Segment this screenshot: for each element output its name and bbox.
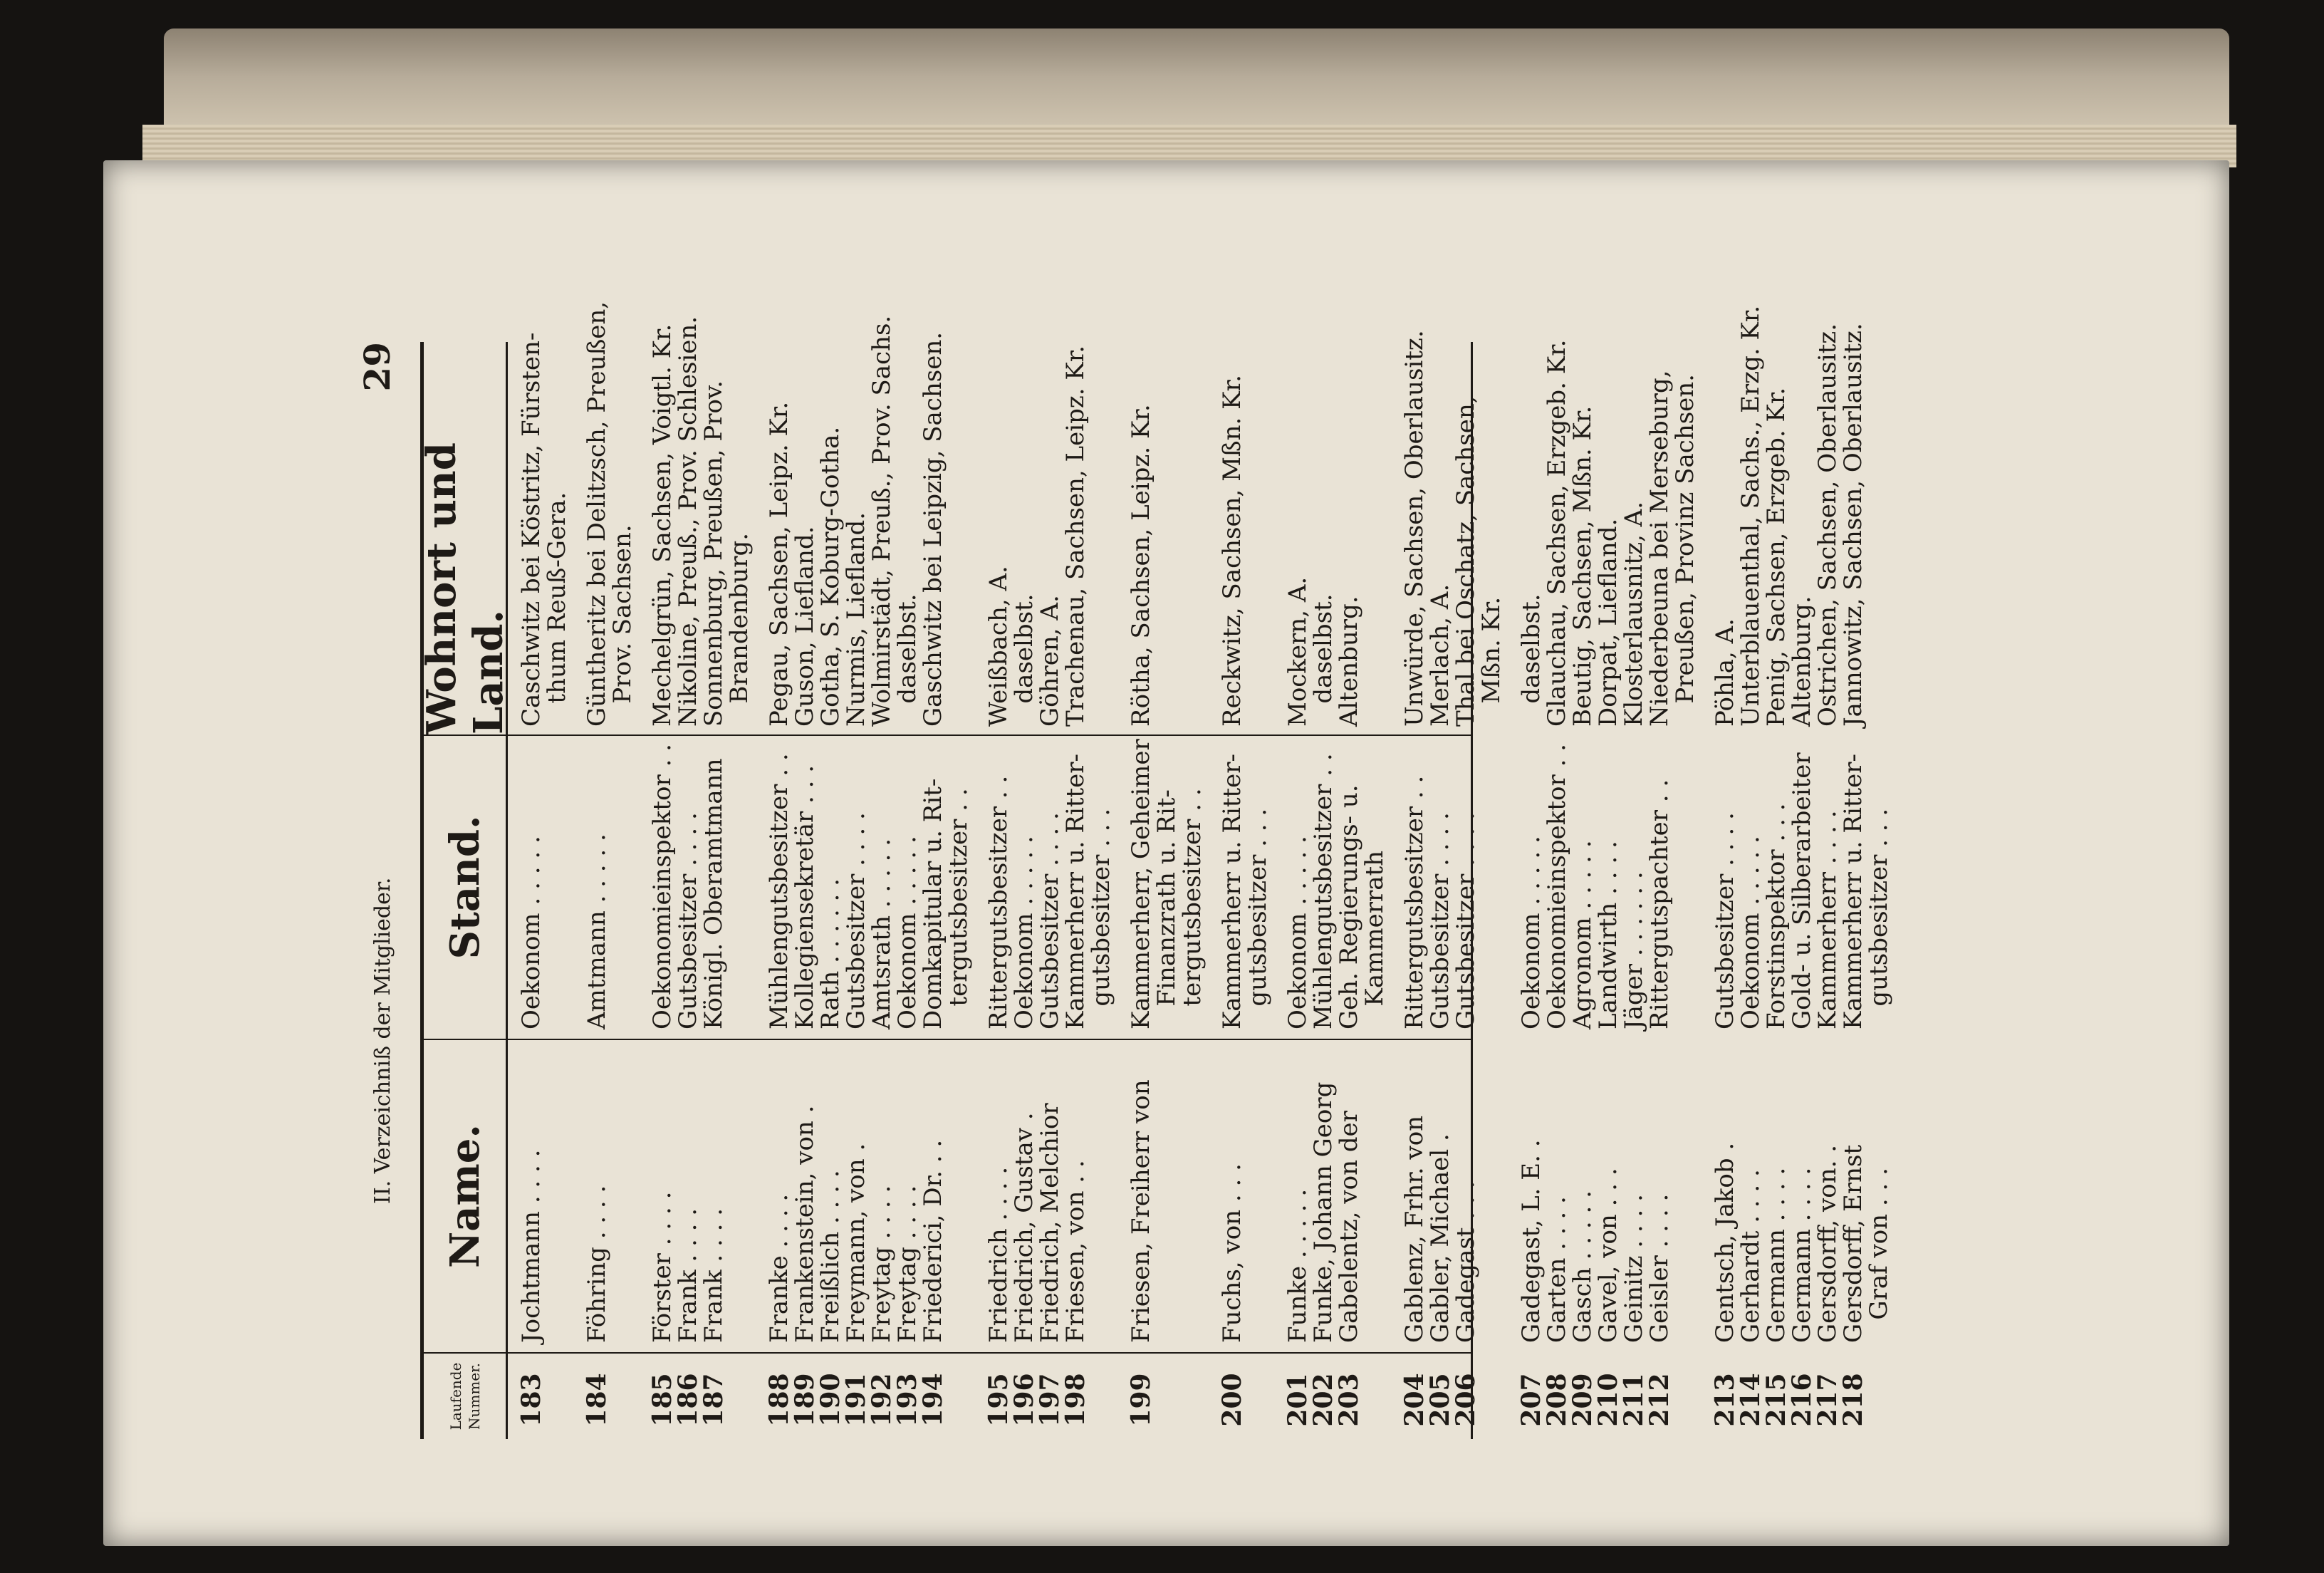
entry-wohnort: Thal bei Oschatz, Sachsen, Mßn. Kr. <box>1452 395 1506 727</box>
entry-wohnort: Niederbeuna bei Merseburg, Preußen, Provinz Sachsen. <box>1645 370 1699 727</box>
entry-stand: Gutsbesitzer . . . . <box>1711 812 1739 1029</box>
table-row <box>1427 342 1453 1439</box>
table-row <box>792 342 818 1439</box>
entry-stand: Oekonom . . . . . <box>1283 836 1312 1029</box>
entry-name: Gentsch, Jakob . <box>1711 1142 1739 1343</box>
entry-name: Gersdorff, Ernst Graf von . . . <box>1839 1144 1893 1343</box>
entry-stand: Oekonom . . . . . <box>1010 836 1038 1029</box>
entry-number: 203 <box>1334 1373 1364 1427</box>
entry-stand: Kammerherr . . . . <box>1813 810 1842 1029</box>
entry-name: Freytag . . . . <box>867 1185 896 1343</box>
entry-stand: Geh. Regierungs- u. Kammerrath <box>1335 784 1389 1029</box>
table-row <box>1453 342 1504 1439</box>
entry-wohnort: Merlach, A. <box>1426 583 1454 727</box>
entry-stand: Agronom . . . . . <box>1568 840 1597 1029</box>
entry-number: 204 <box>1400 1373 1429 1427</box>
entry-name: Friedrich, Gustav . <box>1010 1112 1038 1343</box>
entry-number: 187 <box>699 1373 729 1427</box>
entry-name: Gasch . . . . . <box>1568 1190 1597 1343</box>
entry-name: Frank . . . . <box>674 1208 702 1343</box>
entry-name: Funke, Johann Georg <box>1309 1081 1338 1343</box>
table-row <box>867 315 897 1439</box>
entry-number: 195 <box>984 1373 1014 1427</box>
entry-stand: Amtsrath . . . . . <box>867 838 896 1029</box>
table-row <box>1789 342 1815 1439</box>
entry-number: 186 <box>673 1373 703 1427</box>
entry-stand: Oekonomieinspektor . . <box>648 744 677 1029</box>
entry-name: Friedrich . . . . <box>984 1166 1013 1343</box>
table-row <box>1647 342 1698 1439</box>
entry-wohnort: daselbst. <box>1309 593 1338 727</box>
entry-wohnort: Trachenau, Sachsen, Leipz. Kr. <box>1061 345 1090 727</box>
entry-wohnort: Nurmis, Liefland. <box>842 512 870 727</box>
table-row <box>1568 342 1598 1439</box>
entry-number: 208 <box>1542 1373 1572 1427</box>
entry-name: Friederici, Dr. . . <box>919 1139 947 1343</box>
entry-name: Föhring . . . . <box>583 1185 611 1343</box>
entry-wohnort: Reckwitz, Sachsen, Mßn. Kr. <box>1218 375 1246 727</box>
entry-wohnort: Pöhla, A. <box>1711 618 1739 727</box>
entry-number: 210 <box>1593 1373 1623 1427</box>
entry-wohnort: Penig, Sachsen, Erzgeb. Kr. <box>1762 387 1791 727</box>
entry-number: 200 <box>1217 1373 1247 1427</box>
entry-stand: Forstinspektor . . . <box>1762 803 1791 1029</box>
entry-stand: Gutsbesitzer . . . . <box>842 812 870 1029</box>
entry-name: Frankenstein, von . <box>791 1105 819 1343</box>
entry-stand: Oekonomieinspektor . . <box>1543 744 1571 1029</box>
entry-number: 197 <box>1035 1373 1065 1427</box>
entry-wohnort: Gaschwitz bei Leipzig, Sachsen. <box>919 331 947 727</box>
entry-wohnort: Unwürde, Sachsen, Oberlausitz. <box>1400 330 1429 727</box>
entry-wohnort: Jannowitz, Sachsen, Oberlausitz. <box>1839 323 1867 727</box>
table-row <box>582 301 637 1439</box>
entry-wohnort: daselbst. <box>1517 593 1546 727</box>
entry-stand: Jäger . . . . . . <box>1620 871 1648 1029</box>
entry-name: Funke . . . . . <box>1283 1188 1312 1343</box>
entry-wohnort: daselbst. <box>1010 593 1038 727</box>
page-header <box>328 342 413 1439</box>
entry-name: Garten . . . . <box>1543 1196 1571 1343</box>
entry-name: Germann . . . . <box>1762 1167 1791 1343</box>
table-row <box>701 342 752 1439</box>
column-header-wohnort: Wohnort und Land. <box>424 342 508 734</box>
entry-name: Gabelentz, von der <box>1335 1111 1363 1343</box>
entry-number: 202 <box>1308 1373 1338 1427</box>
table-row <box>1838 323 1893 1439</box>
table-rows <box>513 301 1893 1439</box>
entry-number: 206 <box>1451 1373 1481 1427</box>
entry-number: 188 <box>764 1373 794 1427</box>
entry-name: Gersdorff, von. . <box>1813 1144 1842 1343</box>
entry-wohnort: Caschwitz bei Köstritz, Fürsten- thum Reuß-Gera. <box>517 332 571 727</box>
entry-name: Jochtmann . . . . <box>517 1149 546 1343</box>
entry-number: 201 <box>1283 1373 1313 1427</box>
table-row <box>1595 342 1621 1439</box>
entry-name: Förster . . . . <box>648 1191 677 1343</box>
entry-number: 215 <box>1761 1373 1791 1427</box>
entry-number: 217 <box>1813 1373 1843 1427</box>
entry-name: Gadegast, L. E. . <box>1517 1139 1546 1343</box>
entry-name: Gablenz, Frhr. von <box>1400 1115 1429 1343</box>
entry-stand: Oekonom . . . . . <box>1517 836 1546 1029</box>
entry-stand: Domkapitular u. Rit- tergutsbesitzer . . <box>919 778 973 1029</box>
entry-wohnort: Sonnenburg, Preußen, Prov. Brandenburg. <box>699 380 754 727</box>
entry-number: 207 <box>1516 1373 1546 1427</box>
entry-wohnort: Guson, Liefland. <box>791 526 819 727</box>
table-row <box>1310 342 1336 1439</box>
member-table <box>417 301 1893 1439</box>
table-row <box>892 342 922 1439</box>
column-header-stand: Stand. <box>424 736 508 1039</box>
page-number: 29 <box>356 342 398 392</box>
entry-number: 214 <box>1736 1373 1766 1427</box>
entry-number: 190 <box>816 1373 845 1427</box>
table-row <box>1037 342 1063 1439</box>
entry-wohnort: Weißbach, A. <box>984 566 1013 727</box>
entry-stand: Gutsbesitzer . . . . <box>1036 812 1064 1029</box>
entry-number: 209 <box>1568 1373 1598 1427</box>
entry-stand: Rittergutsbesitzer . . <box>1400 775 1429 1029</box>
entry-number: 193 <box>892 1373 922 1427</box>
table-row <box>647 323 677 1439</box>
entry-number: 216 <box>1787 1373 1817 1427</box>
table-row <box>766 342 792 1439</box>
entry-wohnort: Mockern, A. <box>1283 576 1312 727</box>
entry-stand: Kammerherr u. Ritter- gutsbesitzer . . . <box>1218 753 1272 1029</box>
entry-name: Friedrich, Melchior <box>1036 1103 1064 1343</box>
entry-wohnort: Klosterlausnitz, A. <box>1620 501 1648 727</box>
table-row <box>918 331 973 1439</box>
entry-wohnort: Göhren, A. <box>1036 595 1064 727</box>
entry-wohnort: Glauchau, Sachsen, Erzgeb. Kr. <box>1543 339 1571 727</box>
entry-wohnort: Dorpat, Liefland. <box>1594 518 1622 727</box>
running-title: II. Verzeichniß der Mitglieder. <box>370 877 395 1204</box>
table-row <box>818 342 843 1439</box>
entry-stand: Rittergutspachter . . <box>1645 779 1674 1029</box>
entry-number: 196 <box>1009 1373 1039 1427</box>
entry-number: 213 <box>1710 1373 1740 1427</box>
entry-wohnort: Nikoline, Preuß., Prov. Schlesien. <box>674 316 702 727</box>
table-row <box>1063 342 1114 1439</box>
column-header-name: Name. <box>424 1040 508 1352</box>
entry-wohnort: Gotha, S. Koburg-Gotha. <box>816 426 845 727</box>
entry-wohnort: Ostrichen, Sachsen, Oberlausitz. <box>1813 323 1842 727</box>
entry-name: Gavel, von . . . <box>1594 1168 1622 1343</box>
table-row <box>1813 323 1843 1439</box>
table-row <box>1712 342 1738 1439</box>
table-row <box>516 332 571 1439</box>
entry-stand: Oekonom . . . . . <box>517 836 546 1029</box>
table-row <box>1518 342 1544 1439</box>
entry-stand: Amtmann . . . . . <box>583 834 611 1029</box>
entry-number: 194 <box>918 1373 948 1427</box>
table-row <box>984 342 1014 1439</box>
entry-number: 212 <box>1645 1373 1674 1427</box>
entry-wohnort: Beutig, Sachsen, Mßn. Kr. <box>1568 405 1597 727</box>
entry-name: Freißlich . . . . <box>816 1170 845 1343</box>
table-row <box>1400 330 1429 1439</box>
entry-name: Friesen, Freiherr von <box>1127 1079 1155 1343</box>
entry-stand: Rittergutsbesitzer . . <box>984 775 1013 1029</box>
entry-name: Friesen, von . . <box>1061 1160 1090 1343</box>
entry-stand: Landwirth . . . . <box>1594 841 1622 1029</box>
entry-name: Freytag . . . . <box>893 1185 922 1343</box>
entry-stand: Gold- u. Silberarbeiter <box>1788 752 1816 1029</box>
table-row <box>843 342 869 1439</box>
entry-name: Gadegast . . . <box>1452 1180 1480 1343</box>
table-row <box>1011 342 1037 1439</box>
table-row <box>1283 342 1313 1439</box>
entry-wohnort: Güntheritz bei Delitzsch, Preußen, Prov. Sachsen. <box>583 301 637 727</box>
entry-stand: Kollegiensekretär . . . <box>791 764 819 1029</box>
entry-name: Gerhardt . . . . <box>1736 1169 1765 1343</box>
entry-number: 189 <box>790 1373 820 1427</box>
entry-number: 211 <box>1619 1373 1649 1427</box>
entry-number: 198 <box>1061 1373 1090 1427</box>
entry-wohnort: Altenburg. <box>1788 596 1816 727</box>
entry-stand: Gutsbesitzer . . . . <box>1452 812 1480 1029</box>
table-row <box>1336 342 1387 1439</box>
entry-number: 192 <box>867 1373 897 1427</box>
entry-name: Frank . . . . <box>699 1208 728 1343</box>
entry-number: 184 <box>582 1373 612 1427</box>
table-row <box>1736 305 1766 1439</box>
table-row <box>1219 342 1271 1439</box>
entry-stand: Mühlengutsbesitzer . . <box>1309 753 1338 1029</box>
entry-name: Freymann, von . <box>842 1143 870 1343</box>
rotated-page-content <box>328 301 1937 1439</box>
entry-number: 218 <box>1838 1373 1868 1427</box>
entry-wohnort: Wolmirstädt, Preuß., Prov. Sachs. <box>867 315 896 727</box>
entry-stand: Kammerherr, Geheimer Finanzrath u. Rit- tergutsbesitzer . . <box>1127 739 1207 1029</box>
entry-wohnort: Rötha, Sachsen, Leipz. Kr. <box>1127 404 1155 727</box>
table-row <box>1621 342 1647 1439</box>
entry-number: 199 <box>1126 1373 1156 1427</box>
entry-wohnort: Unterblauenthal, Sachs., Erzg. Kr. <box>1736 305 1765 727</box>
entry-wohnort: daselbst. <box>893 593 922 727</box>
entry-stand: Rath . . . . . . <box>816 878 845 1029</box>
table-row <box>1763 342 1789 1439</box>
entry-number: 185 <box>647 1373 677 1427</box>
entry-wohnort: Altenburg. <box>1335 596 1363 727</box>
entry-number: 183 <box>516 1373 546 1427</box>
entry-wohnort: Mechelgrün, Sachsen, Voigtl. Kr. <box>648 323 677 727</box>
entry-name: Gabler, Michael . <box>1426 1133 1454 1343</box>
table-row <box>673 316 703 1439</box>
entry-number: 205 <box>1425 1373 1455 1427</box>
entry-stand: Oekonom . . . . . <box>1736 836 1765 1029</box>
entry-stand: Kammerherr u. Ritter- gutsbesitzer . . . <box>1839 753 1893 1029</box>
table-row <box>1542 339 1572 1439</box>
entry-stand: Mühlengutsbesitzer . . <box>765 753 793 1029</box>
entry-stand: Gutsbesitzer . . . . <box>674 812 702 1029</box>
entry-name: Geinitz . . . . <box>1620 1194 1648 1343</box>
entry-name: Geisler . . . . <box>1645 1193 1674 1343</box>
entry-stand: Königl. Oberamtmann <box>699 758 728 1029</box>
entry-stand: Kammerherr u. Ritter- gutsbesitzer . . . <box>1061 753 1115 1029</box>
table-row <box>1128 342 1205 1439</box>
entry-number: 191 <box>841 1373 871 1427</box>
entry-name: Franke . . . . <box>765 1193 793 1343</box>
entry-wohnort: Pegau, Sachsen, Leipz. Kr. <box>765 401 793 727</box>
entry-stand: Gutsbesitzer . . . . <box>1426 812 1454 1029</box>
entry-stand: Oekonom . . . . . <box>893 836 922 1029</box>
column-header-number: Laufende Nummer. <box>424 1354 508 1439</box>
entry-name: Germann . . . . <box>1788 1167 1816 1343</box>
entry-name: Fuchs, von . . . <box>1218 1163 1246 1343</box>
